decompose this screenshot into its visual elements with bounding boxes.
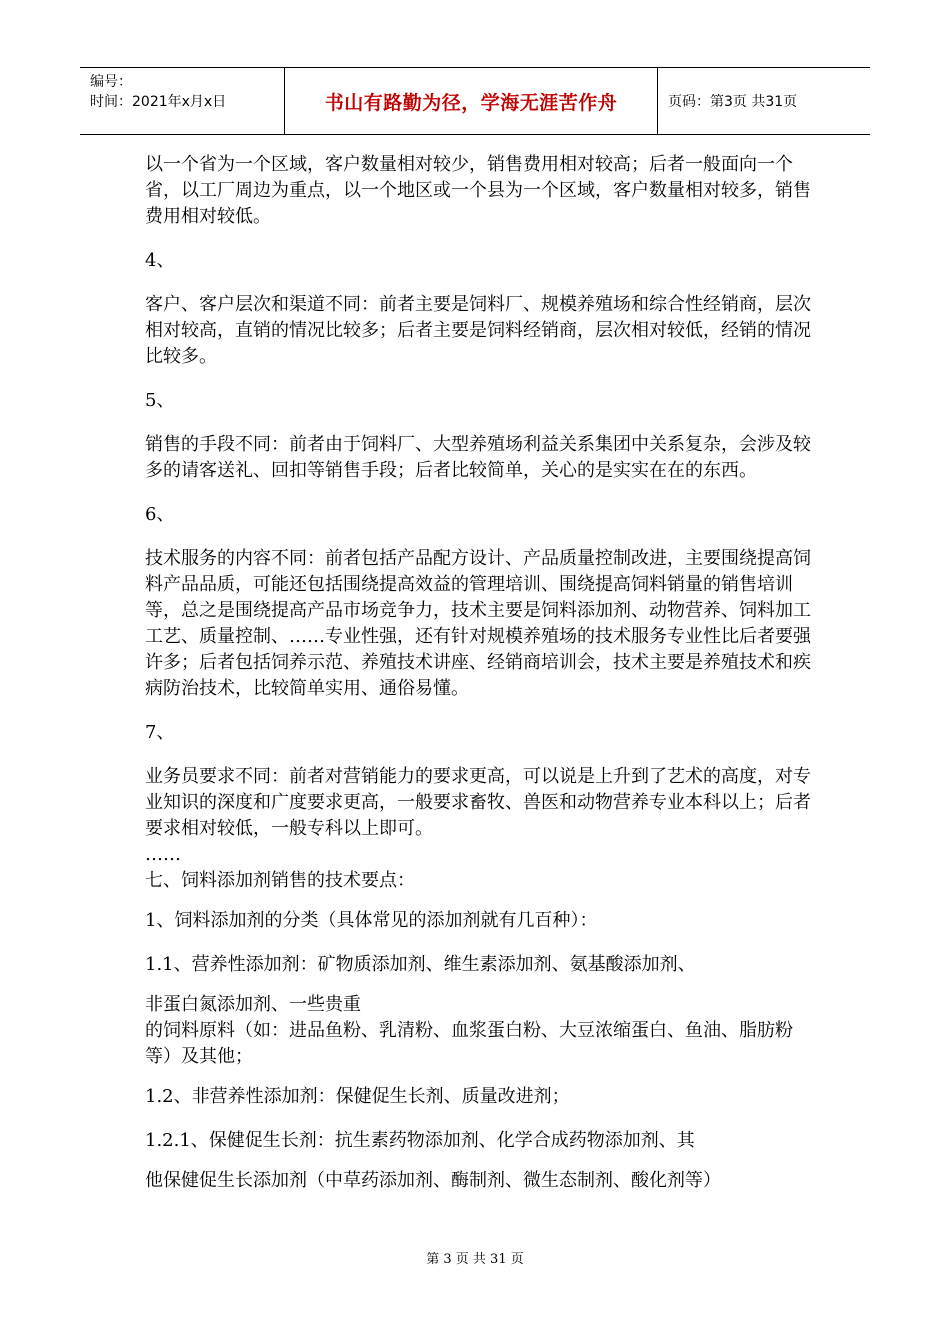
paragraph: 以一个省为一个区域，客户数量相对较少，销售费用相对较高；后者一般面向一个省，以工厂周边为重点，以一个地区或一个县为一个区域，客户数量相对较多，销售费用相对较低。 — [145, 154, 811, 227]
list-number: 5、 — [145, 390, 175, 411]
paragraph: 销售的手段不同：前者由于饲料厂、大型养殖场利益关系集团中关系复杂，会涉及较多的请客送礼、回扣等销售手段；后者比较简单，关心的是实实在在的东西。 — [145, 434, 811, 481]
paragraph: 客户、客户层次和渠道不同：前者主要是饲料厂、规模养殖场和综合性经销商，层次相对较高，直销的情况比较多；后者主要是饲料经销商，层次相对较低，经销的情况比较多。 — [145, 294, 811, 367]
paragraph: 的饲料原料（如：进品鱼粉、乳清粉、血浆蛋白粉、大豆浓缩蛋白、鱼油、脂肪粉等）及其他； — [145, 1020, 793, 1067]
paragraph: 技术服务的内容不同：前者包括产品配方设计、产品质量控制改进，主要围绕提高饲料产品品质，可能还包括围绕提高效益的管理培训、围绕提高饲料销量的销售培训等，总之是围绕提高产品市场竞争力，技术主要是饲料添加剂、动物营养、饲料加工工艺、质量控制、……专业性强，还有针对规模养殖场的技术服务专业性比后者要强许多；后者包括饲养示范、养殖技术讲座、经销商培训会，技术主要是养殖技术和疾病防治技术，比较简单实用、通俗易懂。 — [145, 548, 811, 699]
document-date: 时间：2021年x月x日 — [90, 94, 227, 110]
subsection-heading: 1、饲料添加剂的分类（具体常见的添加剂就有几百种）： — [145, 910, 598, 931]
paragraph: 1.2.1、保健促生长剂：抗生素药物添加剂、化学合成药物添加剂、其 — [145, 1130, 695, 1151]
paragraph: 1.2、非营养性添加剂：保健促生长剂、质量改进剂； — [145, 1086, 570, 1107]
document-body — [145, 152, 813, 1194]
paragraph: 非蛋白氮添加剂、一些贵重 — [145, 994, 361, 1015]
document-number: 编号： — [90, 74, 132, 90]
paragraph: 1.1、营养性添加剂：矿物质添加剂、维生素添加剂、氨基酸添加剂、 — [145, 954, 696, 975]
page-footer: 第 3 页 共 31 页 — [426, 1252, 524, 1267]
list-number: 7、 — [145, 722, 175, 743]
header-page-number: 页码：第3页 共31页 — [668, 94, 798, 110]
list-number: 4、 — [145, 250, 175, 271]
section-heading: 七、饲料添加剂销售的技术要点： — [145, 870, 415, 891]
ellipsis: …… — [145, 844, 181, 865]
list-number: 6、 — [145, 504, 175, 525]
paragraph: 他保健促生长添加剂（中草药添加剂、酶制剂、微生态制剂、酸化剂等） — [145, 1170, 721, 1191]
paragraph: 业务员要求不同：前者对营销能力的要求更高，可以说是上升到了艺术的高度，对专业知识的深度和广度要求更高，一般要求畜牧、兽医和动物营养专业本科以上；后者要求相对较低，一般专科以上即可。 — [145, 766, 811, 839]
header-meta — [80, 68, 285, 134]
page-header — [80, 67, 870, 135]
header-motto: 书山有路勤为径，学海无涯苦作舟 — [285, 68, 658, 134]
